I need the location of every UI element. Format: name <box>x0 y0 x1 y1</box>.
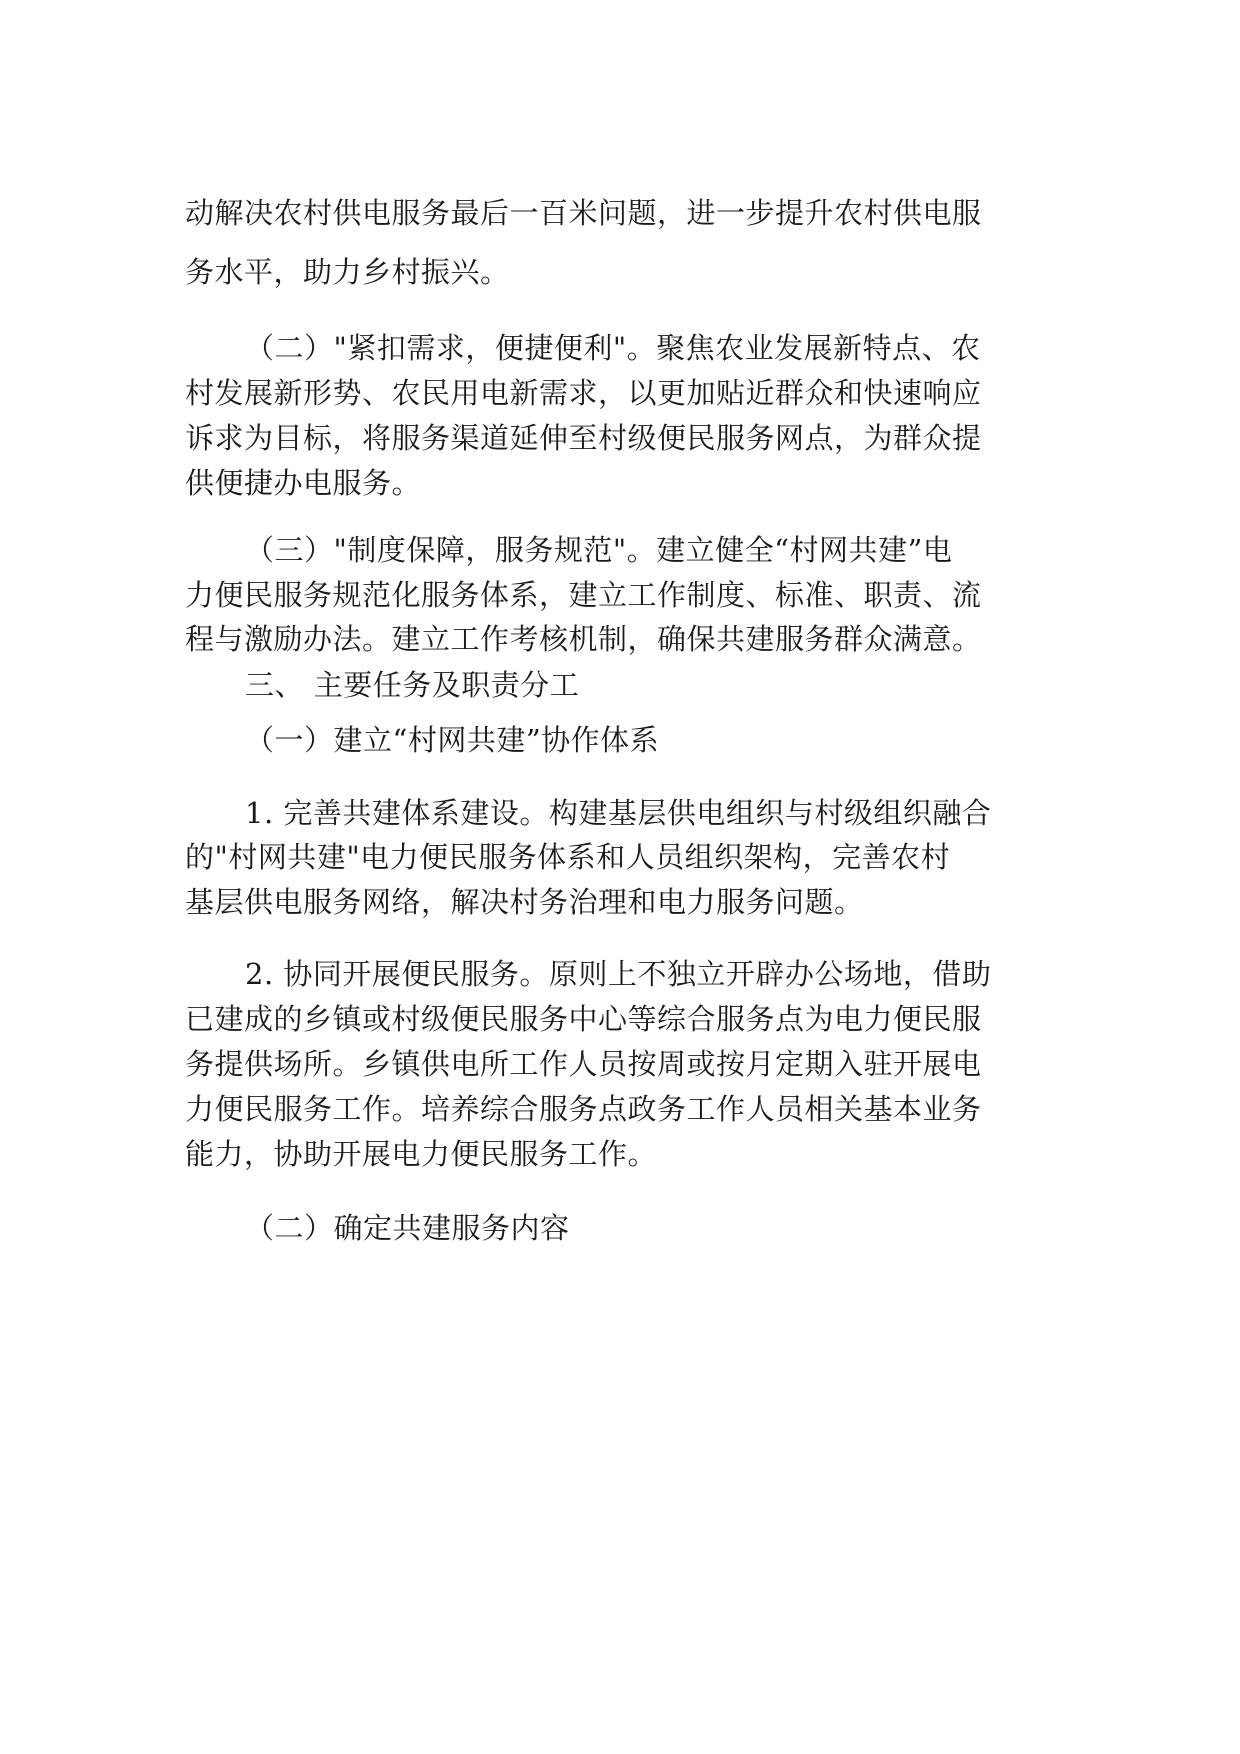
paragraph-line: 务水平，助力乡村振兴。 <box>185 255 510 289</box>
paragraph-line: 程与激励办法。建立工作考核机制，确保共建服务群众满意。 <box>185 622 982 656</box>
paragraph-line: 诉求为目标，将服务渠道延伸至村级便民服务网点，为群众提 <box>185 421 982 455</box>
paragraph-line: 供便捷办电服务。 <box>185 466 422 500</box>
paragraph-line: 力便民服务工作。培养综合服务点政务工作人员相关基本业务 <box>185 1092 982 1126</box>
paragraph-line: 务提供场所。乡镇供电所工作人员按周或按月定期入驻开展电 <box>185 1047 982 1081</box>
paragraph-line: 村发展新形势、农民用电新需求，以更加贴近群众和快速响应 <box>185 376 982 410</box>
paragraph-line: 的"村网共建"电力便民服务体系和人员组织架构，完善农村 <box>185 840 951 874</box>
subsection-heading: （一）建立“村网共建”协作体系 <box>245 723 660 757</box>
paragraph-line: 能力，协助开展电力便民服务工作。 <box>185 1137 658 1171</box>
paragraph-line: 已建成的乡镇或村级便民服务中心等综合服务点为电力便民服 <box>185 1002 982 1036</box>
subsection-heading: （二）确定共建服务内容 <box>245 1211 570 1245</box>
paragraph-line: 基层供电服务网络，解决村务治理和电力服务问题。 <box>185 885 864 919</box>
item-2-line: 2. 协同开展便民服务。原则上不独立开辟办公场地，借助 <box>245 957 992 991</box>
section-2-title-line: （二）"紧扣需求，便捷便利"。聚焦农业发展新特点、农 <box>245 331 981 365</box>
paragraph-line: 力便民服务规范化服务体系，建立工作制度、标准、职责、流 <box>185 578 982 612</box>
section-3-title-line: （三）"制度保障，服务规范"。建立健全“村网共建”电 <box>245 533 953 567</box>
item-1-line: 1. 完善共建体系建设。构建基层供电组织与村级组织融合 <box>245 796 992 830</box>
chapter-heading: 三、 主要任务及职责分工 <box>245 668 580 702</box>
paragraph-line: 动解决农村供电服务最后一百米问题，进一步提升农村供电服 <box>185 196 982 230</box>
